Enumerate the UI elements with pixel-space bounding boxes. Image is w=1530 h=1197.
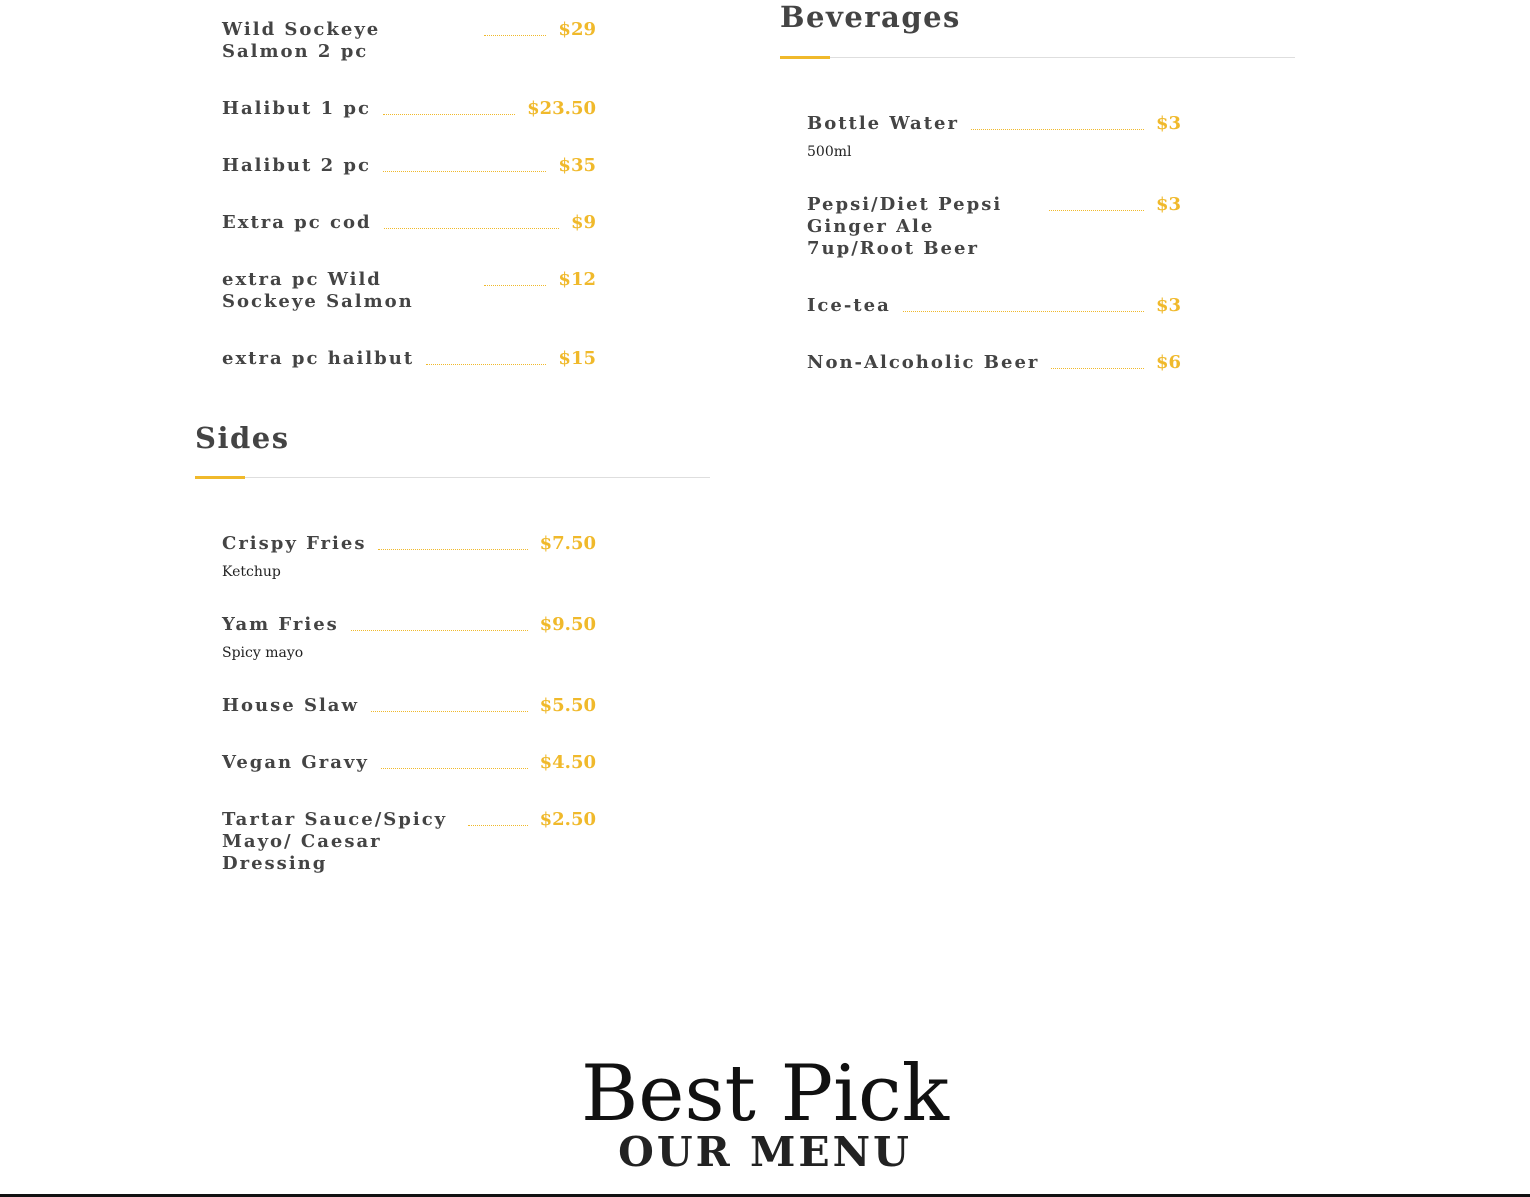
item-name: extra pc Wild Sockeye Salmon xyxy=(222,269,414,312)
item-name: Yam Fries xyxy=(222,614,339,635)
dotted-leader xyxy=(383,98,515,115)
best-pick-heading: Best Pick xyxy=(580,1049,950,1139)
dotted-leader xyxy=(426,348,546,365)
section-divider-accent xyxy=(195,476,245,479)
item-name: Crispy Fries xyxy=(222,533,367,554)
item-price: $2.50 xyxy=(539,809,596,830)
menu-item-soft-drinks xyxy=(807,194,1181,260)
menu-item-house-slaw xyxy=(222,695,596,717)
dotted-leader xyxy=(1051,352,1144,369)
menu-item-bottle-water xyxy=(807,113,1181,161)
item-price: $5.50 xyxy=(539,695,596,716)
item-description: 500ml xyxy=(807,144,852,160)
menu-item-yam-fries xyxy=(222,614,596,662)
dotted-leader xyxy=(378,533,527,550)
dotted-leader xyxy=(371,695,528,712)
menu-item-ice-tea xyxy=(807,295,1181,317)
item-name: Non-Alcoholic Beer xyxy=(807,352,1040,373)
item-name: Halibut 1 pc xyxy=(222,98,371,119)
section-title-sides: Sides xyxy=(195,421,290,455)
menu-item-extra-pc-cod xyxy=(222,212,596,234)
item-name: Ice-tea xyxy=(807,295,891,316)
item-price: $3 xyxy=(1155,295,1181,316)
item-price: $29 xyxy=(558,19,596,40)
menu-item-extra-pc-wild-sockeye-salmon xyxy=(222,269,596,313)
item-price: $3 xyxy=(1155,194,1181,215)
item-name: Halibut 2 pc xyxy=(222,155,371,176)
item-name: extra pc hailbut xyxy=(222,348,415,369)
item-name: Bottle Water xyxy=(807,113,959,134)
menu-item-wild-sockeye-salmon-2pc xyxy=(222,19,596,63)
section-divider-sides xyxy=(195,477,710,478)
item-price: $3 xyxy=(1155,113,1181,134)
item-price: $12 xyxy=(558,269,596,290)
item-price: $4.50 xyxy=(539,752,596,773)
menu-item-sauces-dressing xyxy=(222,809,596,875)
item-price: $9 xyxy=(570,212,596,233)
section-title-beverages: Beverages xyxy=(780,0,961,34)
menu-item-crispy-fries xyxy=(222,533,596,581)
dotted-leader xyxy=(351,614,528,631)
item-name: Pepsi/Diet Pepsi Ginger Ale 7up/Root Beer xyxy=(807,194,1003,259)
item-price: $6 xyxy=(1155,352,1181,373)
item-price: $15 xyxy=(558,348,596,369)
dotted-leader xyxy=(903,295,1144,312)
item-name: Tartar Sauce/Spicy Mayo/ Caesar Dressing xyxy=(222,809,448,874)
item-description: Spicy mayo xyxy=(222,645,304,661)
dotted-leader xyxy=(484,269,546,286)
section-divider-beverages xyxy=(780,57,1295,58)
item-price: $23.50 xyxy=(527,98,596,119)
item-name: House Slaw xyxy=(222,695,359,716)
dotted-leader xyxy=(971,113,1144,130)
item-price: $35 xyxy=(558,155,596,176)
item-price: $9.50 xyxy=(539,614,596,635)
dotted-leader xyxy=(484,19,546,36)
item-name: Vegan Gravy xyxy=(222,752,369,773)
item-price: $7.50 xyxy=(539,533,596,554)
menu-item-extra-pc-hailbut xyxy=(222,348,596,370)
item-name: Wild Sockeye Salmon 2 pc xyxy=(222,19,381,62)
item-description: Ketchup xyxy=(222,564,281,580)
menu-item-halibut-1pc xyxy=(222,98,596,120)
dotted-leader xyxy=(383,155,546,172)
item-name: Extra pc cod xyxy=(222,212,372,233)
dotted-leader xyxy=(381,752,528,769)
menu-item-non-alcoholic-beer xyxy=(807,352,1181,374)
section-divider-accent xyxy=(780,56,830,59)
menu-item-halibut-2pc xyxy=(222,155,596,177)
dotted-leader xyxy=(1049,194,1144,211)
our-menu-subheading: OUR MENU xyxy=(618,1128,912,1176)
dotted-leader xyxy=(468,809,528,826)
menu-item-vegan-gravy xyxy=(222,752,596,774)
dotted-leader xyxy=(384,212,559,229)
